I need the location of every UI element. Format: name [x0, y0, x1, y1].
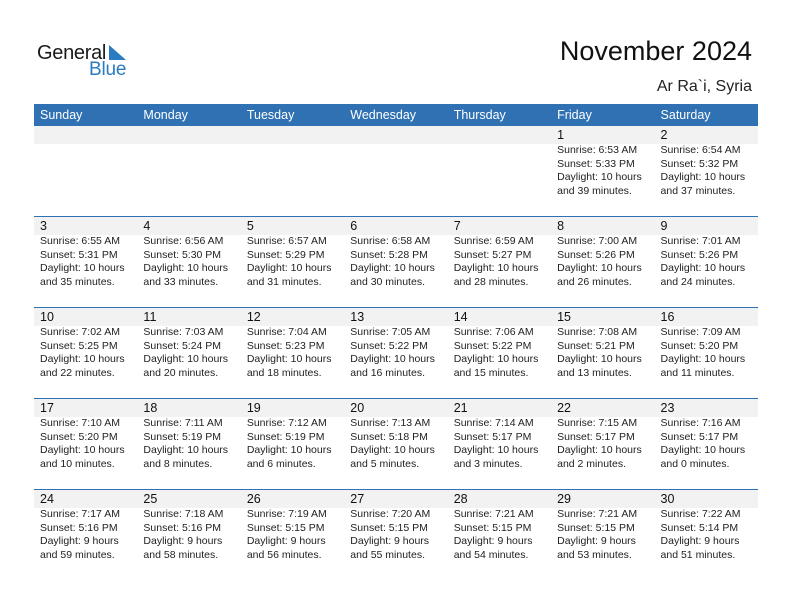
daylight-text: Daylight: 9 hours: [143, 535, 223, 547]
daylight-minutes-text: and 33 minutes.: [143, 275, 219, 288]
sunrise-text: Sunrise: 6:55 AM: [40, 235, 120, 247]
daylight-minutes-text: and 51 minutes.: [660, 548, 736, 561]
day-cell: [448, 217, 551, 289]
daylight-minutes-text: and 2 minutes.: [557, 457, 626, 470]
daylight-minutes-text: and 11 minutes.: [660, 366, 735, 379]
daylight-minutes-text: and 39 minutes.: [557, 184, 632, 197]
daylight-minutes-text: and 0 minutes.: [660, 457, 730, 470]
daylight-minutes-text: and 55 minutes.: [350, 548, 425, 561]
daylight-minutes-text: and 58 minutes.: [143, 548, 219, 561]
sunrise-text: Sunrise: 6:54 AM: [660, 144, 741, 156]
day-number: 12: [246, 310, 261, 324]
daylight-minutes-text: and 10 minutes.: [40, 457, 115, 470]
daylight-text: Daylight: 9 hours: [557, 535, 636, 547]
day-cell: [448, 490, 551, 562]
sunset-text: Sunset: 5:27 PM: [453, 248, 532, 261]
day-cell: [655, 217, 758, 289]
day-cell: [655, 308, 758, 380]
daylight-text: Daylight: 10 hours: [350, 353, 435, 365]
daylight-text: Daylight: 10 hours: [143, 353, 229, 365]
day-number: 9: [660, 219, 668, 233]
day-number: 21: [453, 401, 468, 415]
day-cell: [241, 399, 344, 471]
daylight-text: Daylight: 10 hours: [40, 353, 125, 365]
week-row: [34, 398, 758, 489]
sunrise-text: Sunrise: 7:15 AM: [557, 417, 638, 429]
daylight-minutes-text: and 6 minutes.: [246, 457, 316, 470]
daylight-text: Daylight: 10 hours: [246, 262, 332, 274]
sunrise-text: Sunrise: 7:08 AM: [557, 326, 638, 338]
day-number: 17: [40, 401, 54, 415]
sunset-text: Sunset: 5:16 PM: [40, 521, 118, 534]
day-number: [247, 126, 344, 144]
sunset-text: Sunset: 5:18 PM: [350, 430, 428, 443]
sunrise-text: Sunrise: 6:56 AM: [143, 235, 224, 247]
daylight-text: Daylight: 10 hours: [660, 171, 746, 183]
sunset-text: Sunset: 5:31 PM: [40, 248, 118, 261]
day-cell: [448, 126, 551, 198]
daylight-text: Daylight: 10 hours: [246, 353, 332, 365]
sunset-text: Sunset: 5:20 PM: [40, 430, 118, 443]
sunrise-text: Sunrise: 7:17 AM: [40, 508, 120, 520]
day-cell: [551, 217, 654, 289]
sunrise-text: Sunrise: 7:03 AM: [143, 326, 224, 338]
sunrise-text: Sunrise: 7:00 AM: [557, 235, 638, 247]
daylight-text: Daylight: 10 hours: [350, 444, 435, 456]
day-number: 23: [660, 401, 675, 415]
daylight-minutes-text: and 26 minutes.: [557, 275, 632, 288]
logo-triangle-icon: [109, 45, 126, 60]
daylight-text: Daylight: 10 hours: [453, 444, 539, 456]
daylight-text: Daylight: 10 hours: [143, 262, 229, 274]
day-cell: [241, 126, 344, 198]
weekday-wednesday: Wednesday: [350, 108, 417, 122]
day-number: 3: [40, 219, 47, 233]
day-number: 13: [350, 310, 365, 324]
sunset-text: Sunset: 5:26 PM: [557, 248, 635, 261]
day-number: [143, 126, 240, 144]
day-cell: [241, 490, 344, 562]
daylight-text: Daylight: 9 hours: [453, 535, 533, 547]
sunrise-text: Sunrise: 7:01 AM: [660, 235, 741, 247]
day-cell: [34, 308, 137, 380]
daylight-minutes-text: and 16 minutes.: [350, 366, 425, 379]
daylight-minutes-text: and 30 minutes.: [350, 275, 425, 288]
day-number: 26: [246, 492, 261, 506]
day-cell: [34, 126, 137, 198]
week-row: [34, 216, 758, 307]
daylight-text: Daylight: 10 hours: [453, 353, 539, 365]
day-number: 10: [40, 310, 54, 324]
week-row: [34, 126, 758, 216]
day-cell: [448, 399, 551, 471]
sunset-text: Sunset: 5:29 PM: [246, 248, 325, 261]
sunrise-text: Sunrise: 7:12 AM: [246, 417, 327, 429]
sunrise-text: Sunrise: 6:53 AM: [557, 144, 638, 156]
sunset-text: Sunset: 5:17 PM: [660, 430, 739, 443]
sunset-text: Sunset: 5:17 PM: [453, 430, 532, 443]
day-number: 15: [557, 310, 572, 324]
day-number: 11: [143, 310, 157, 324]
daylight-minutes-text: and 35 minutes.: [40, 275, 115, 288]
daylight-minutes-text: and 20 minutes.: [143, 366, 219, 379]
day-number: 20: [350, 401, 365, 415]
daylight-text: Daylight: 10 hours: [40, 262, 125, 274]
daylight-text: Daylight: 10 hours: [453, 262, 539, 274]
day-cell: [344, 308, 447, 380]
weekday-monday: Monday: [143, 108, 188, 122]
logo-text-general: General: [37, 42, 107, 64]
sunrise-text: Sunrise: 7:22 AM: [660, 508, 741, 520]
daylight-minutes-text: and 56 minutes.: [246, 548, 322, 561]
sunset-text: Sunset: 5:15 PM: [557, 521, 635, 534]
day-cell: [344, 217, 447, 289]
daylight-minutes-text: and 3 minutes.: [453, 457, 523, 470]
daylight-minutes-text: and 31 minutes.: [246, 275, 322, 288]
day-number: 27: [350, 492, 365, 506]
day-number: [350, 126, 447, 144]
daylight-text: Daylight: 10 hours: [143, 444, 229, 456]
sunset-text: Sunset: 5:19 PM: [143, 430, 222, 443]
day-cell: [34, 399, 137, 471]
day-number: [454, 126, 551, 144]
daylight-minutes-text: and 5 minutes.: [350, 457, 420, 470]
day-number: 6: [350, 219, 358, 233]
daylight-text: Daylight: 10 hours: [246, 444, 332, 456]
day-number: 25: [143, 492, 158, 506]
day-number: 1: [557, 128, 565, 142]
day-cell: [241, 308, 344, 380]
day-cell: [551, 126, 654, 198]
day-number: 29: [557, 492, 572, 506]
day-number: 24: [40, 492, 54, 506]
week-cells: [34, 126, 758, 198]
daylight-minutes-text: and 18 minutes.: [246, 366, 322, 379]
page-title: November 2024: [559, 36, 752, 66]
location-label: Ar Ra`i, Syria: [656, 78, 752, 95]
sunset-text: Sunset: 5:17 PM: [557, 430, 635, 443]
day-number: 5: [246, 219, 254, 233]
sunset-text: Sunset: 5:28 PM: [350, 248, 428, 261]
weekday-friday: Friday: [557, 108, 592, 122]
sunrise-text: Sunrise: 7:13 AM: [350, 417, 431, 429]
sunrise-text: Sunrise: 7:05 AM: [350, 326, 431, 338]
sunset-text: Sunset: 5:24 PM: [143, 339, 222, 352]
weekday-thursday: Thursday: [453, 108, 506, 122]
sunrise-text: Sunrise: 7:11 AM: [143, 417, 223, 429]
day-cell: [344, 126, 447, 198]
sunrise-text: Sunrise: 7:21 AM: [557, 508, 638, 520]
day-number: 4: [143, 219, 151, 233]
sunset-text: Sunset: 5:15 PM: [350, 521, 428, 534]
weekday-tuesday: Tuesday: [246, 108, 295, 122]
calendar: [34, 104, 758, 580]
day-cell: [551, 308, 654, 380]
daylight-text: Daylight: 10 hours: [350, 262, 435, 274]
daylight-minutes-text: and 59 minutes.: [40, 548, 115, 561]
daylight-minutes-text: and 15 minutes.: [453, 366, 529, 379]
sunset-text: Sunset: 5:30 PM: [143, 248, 222, 261]
sunrise-text: Sunrise: 6:57 AM: [246, 235, 327, 247]
week-cells: [34, 490, 758, 562]
sunrise-text: Sunrise: 7:04 AM: [246, 326, 327, 338]
sunset-text: Sunset: 5:14 PM: [660, 521, 739, 534]
sunset-text: Sunset: 5:22 PM: [350, 339, 428, 352]
day-cell: [137, 308, 240, 380]
daylight-minutes-text: and 28 minutes.: [453, 275, 529, 288]
day-number: 28: [453, 492, 468, 506]
sunset-text: Sunset: 5:26 PM: [660, 248, 739, 261]
weekday-sunday: Sunday: [40, 108, 83, 122]
sunset-text: Sunset: 5:19 PM: [246, 430, 325, 443]
daylight-text: Daylight: 9 hours: [40, 535, 119, 547]
sunrise-text: Sunrise: 7:21 AM: [453, 508, 534, 520]
day-cell: [655, 399, 758, 471]
day-cell: [655, 490, 758, 562]
daylight-text: Daylight: 10 hours: [660, 262, 746, 274]
logo: [37, 42, 137, 82]
sunrise-text: Sunrise: 7:02 AM: [40, 326, 120, 338]
day-cell: [34, 217, 137, 289]
sunset-text: Sunset: 5:32 PM: [660, 157, 739, 170]
daylight-text: Daylight: 9 hours: [660, 535, 740, 547]
day-number: 7: [453, 219, 461, 233]
daylight-text: Daylight: 10 hours: [557, 171, 642, 183]
day-cell: [448, 308, 551, 380]
day-cell: [137, 217, 240, 289]
sunrise-text: Sunrise: 7:14 AM: [453, 417, 534, 429]
day-number: 14: [453, 310, 468, 324]
day-number: 8: [557, 219, 565, 233]
sunset-text: Sunset: 5:33 PM: [557, 157, 635, 170]
sunset-text: Sunset: 5:15 PM: [246, 521, 325, 534]
day-number: 19: [246, 401, 261, 415]
weekday-header: [34, 104, 758, 126]
sunset-text: Sunset: 5:20 PM: [660, 339, 739, 352]
day-cell: [551, 399, 654, 471]
sunset-text: Sunset: 5:22 PM: [453, 339, 532, 352]
sunrise-text: Sunrise: 7:09 AM: [660, 326, 741, 338]
day-number: 18: [143, 401, 158, 415]
week-cells: [34, 217, 758, 289]
day-cell: [137, 399, 240, 471]
day-cell: [344, 490, 447, 562]
sunrise-text: Sunrise: 7:19 AM: [246, 508, 327, 520]
daylight-text: Daylight: 10 hours: [557, 444, 642, 456]
day-cell: [241, 217, 344, 289]
day-cell: [344, 399, 447, 471]
sunrise-text: Sunrise: 7:20 AM: [350, 508, 431, 520]
weekday-saturday: Saturday: [660, 108, 711, 122]
sunset-text: Sunset: 5:15 PM: [453, 521, 532, 534]
logo-text-blue: Blue: [89, 59, 127, 80]
day-number: 2: [660, 128, 668, 142]
sunrise-text: Sunrise: 7:16 AM: [660, 417, 741, 429]
sunrise-text: Sunrise: 7:18 AM: [143, 508, 224, 520]
day-cell: [34, 490, 137, 562]
daylight-text: Daylight: 10 hours: [660, 353, 746, 365]
daylight-minutes-text: and 37 minutes.: [660, 184, 736, 197]
daylight-minutes-text: and 22 minutes.: [40, 366, 115, 379]
sunset-text: Sunset: 5:23 PM: [246, 339, 325, 352]
daylight-text: Daylight: 10 hours: [40, 444, 125, 456]
daylight-minutes-text: and 54 minutes.: [453, 548, 529, 561]
daylight-text: Daylight: 10 hours: [557, 262, 642, 274]
daylight-minutes-text: and 53 minutes.: [557, 548, 632, 561]
sunset-text: Sunset: 5:21 PM: [557, 339, 635, 352]
day-number: 16: [660, 310, 675, 324]
daylight-text: Daylight: 10 hours: [660, 444, 746, 456]
daylight-text: Daylight: 10 hours: [557, 353, 642, 365]
sunrise-text: Sunrise: 7:10 AM: [40, 417, 120, 429]
daylight-minutes-text: and 8 minutes.: [143, 457, 213, 470]
week-row: [34, 307, 758, 398]
daylight-text: Daylight: 9 hours: [246, 535, 326, 547]
day-number: 30: [660, 492, 675, 506]
sunset-text: Sunset: 5:16 PM: [143, 521, 222, 534]
sunrise-text: Sunrise: 6:58 AM: [350, 235, 431, 247]
day-number: 22: [557, 401, 572, 415]
sunset-text: Sunset: 5:25 PM: [40, 339, 118, 352]
daylight-minutes-text: and 24 minutes.: [660, 275, 736, 288]
sunrise-text: Sunrise: 6:59 AM: [453, 235, 534, 247]
day-cell: [655, 126, 758, 198]
sunrise-text: Sunrise: 7:06 AM: [453, 326, 534, 338]
day-cell: [137, 490, 240, 562]
weeks-container: [34, 126, 758, 580]
week-cells: [34, 308, 758, 380]
week-row: [34, 489, 758, 580]
daylight-text: Daylight: 9 hours: [350, 535, 430, 547]
day-number: [40, 126, 137, 144]
day-cell: [551, 490, 654, 562]
daylight-minutes-text: and 13 minutes.: [557, 366, 632, 379]
week-cells: [34, 399, 758, 471]
day-cell: [137, 126, 240, 198]
